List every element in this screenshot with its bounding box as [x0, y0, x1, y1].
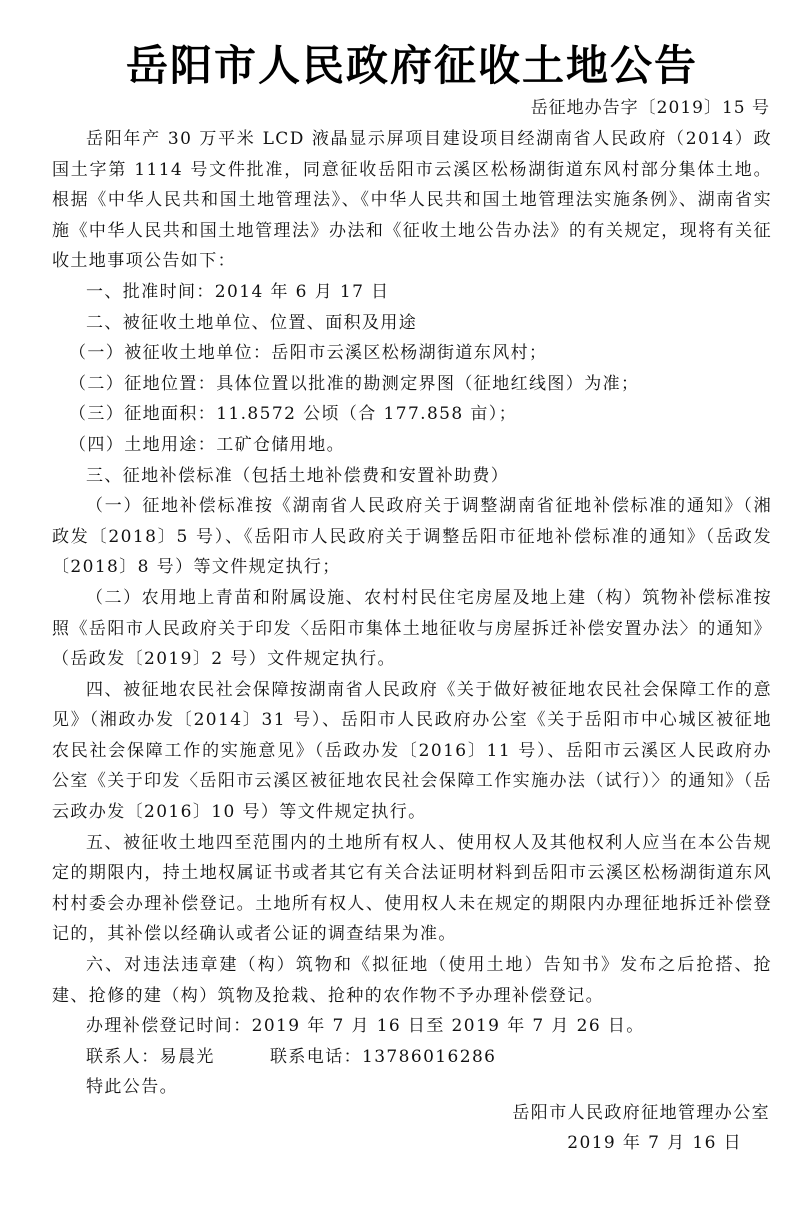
registration-time: 办理补偿登记时间：2019 年 7 月 16 日至 2019 年 7 月 26 日。 — [86, 1016, 645, 1037]
section-approval-time: 一、批准时间：2014 年 6 月 17 日 — [86, 281, 390, 302]
land-info-item-area: （三）征地面积：11.8572 公顷（合 177.858 亩）； — [69, 404, 518, 425]
section-land-info-heading: 二、被征收土地单位、位置、面积及用途 — [86, 312, 418, 333]
section-social-security: 四、被征地农民社会保障按湖南省人民政府《关于做好被征地农民社会保障工作的意见》（湘政办发〔2014〕31 号）、岳阳市人民政府办公室《关于岳阳市中心城区被征地农民社会保障工作的实施意见》（岳政办发〔2016〕11 号）、岳阳市云溪区人民政府办公室《关于印发〈岳阳市云溪区被征地农民社会保障工作实施办法（试行）〉的通知》（岳云政办发〔2016〕10 号）等文件规定执行。 — [52, 679, 772, 823]
issuer-name: 岳阳市人民政府征地管理办公室 — [512, 1103, 770, 1123]
section-compensation-heading: 三、征地补偿标准（包括土地补偿费和安置补助费） — [86, 465, 510, 486]
land-info-item-unit: （一）被征收土地单位：岳阳市云溪区松杨湖街道东风村； — [69, 343, 548, 364]
compensation-item-standard: （一）征地补偿标准按《湖南省人民政府关于调整湖南省征地补偿标准的通知》（湘政发〔2018〕5 号）、《岳阳市人民政府关于调整岳阳市征地补偿标准的通知》（岳政发〔2018〕8 号）等文件规定执行； — [52, 496, 772, 578]
contact-info: 联系人：易晨光 联系电话：13786016286 — [86, 1046, 497, 1067]
section-illegal-structures: 六、对违法违章建（构）筑物和《拟征地（使用土地）告知书》发布之后抢搭、抢建、抢修的建（构）筑物及抢栽、抢种的农作物不予办理补偿登记。 — [52, 955, 772, 1006]
compensation-item-crops-buildings: （二）农用地上青苗和附属设施、农村村民住宅房屋及地上建（构）筑物补偿标准按照《岳阳市人民政府关于印发〈岳阳市集体土地征收与房屋拆迁补偿安置办法〉的通知》（岳政发〔2019〕2 号）文件规定执行。 — [52, 587, 772, 670]
intro-paragraph: 岳阳年产 30 万平米 LCD 液晶显示屏项目建设项目经湖南省人民政府（2014）政国土字第 1114 号文件批准，同意征收岳阳市云溪区松杨湖街道东风村部分集体土地。根据《中华人民共和国土地管理法》、《中华人民共和国土地管理法实施条例》、湖南省实施《中华人民共和国土地管理法》办法和《征收土地公告办法》的有关规定，现将有关征收土地事项公告如下： — [52, 129, 772, 272]
land-info-item-location: （二）征地位置：具体位置以批准的勘测定界图（征地红线图）为准； — [69, 373, 640, 394]
signature-block — [512, 1098, 770, 1158]
closing-statement: 特此公告。 — [86, 1077, 178, 1098]
section-registration-rules: 五、被征收土地四至范围内的土地所有权人、使用权人及其他权利人应当在本公告规定的期限内，持土地权属证书或者其它有关合法证明材料到岳阳市云溪区松杨湖街道东风村村委会办理补偿登记。土地所有权人、使用权人未在规定的期限内办理征地拆迁补偿登记的，其补偿以经确认或者公证的调查结果为准。 — [52, 832, 772, 945]
land-info-item-usage: （四）土地用途：工矿仓储用地。 — [69, 434, 345, 455]
notice-body — [52, 124, 772, 1103]
document-number: 岳征地办告字〔2019〕15 号 — [530, 98, 770, 118]
notice-title: 岳阳市人民政府征收土地公告 — [125, 41, 698, 90]
issue-date: 2019 年 7 月 16 日 — [567, 1133, 742, 1153]
